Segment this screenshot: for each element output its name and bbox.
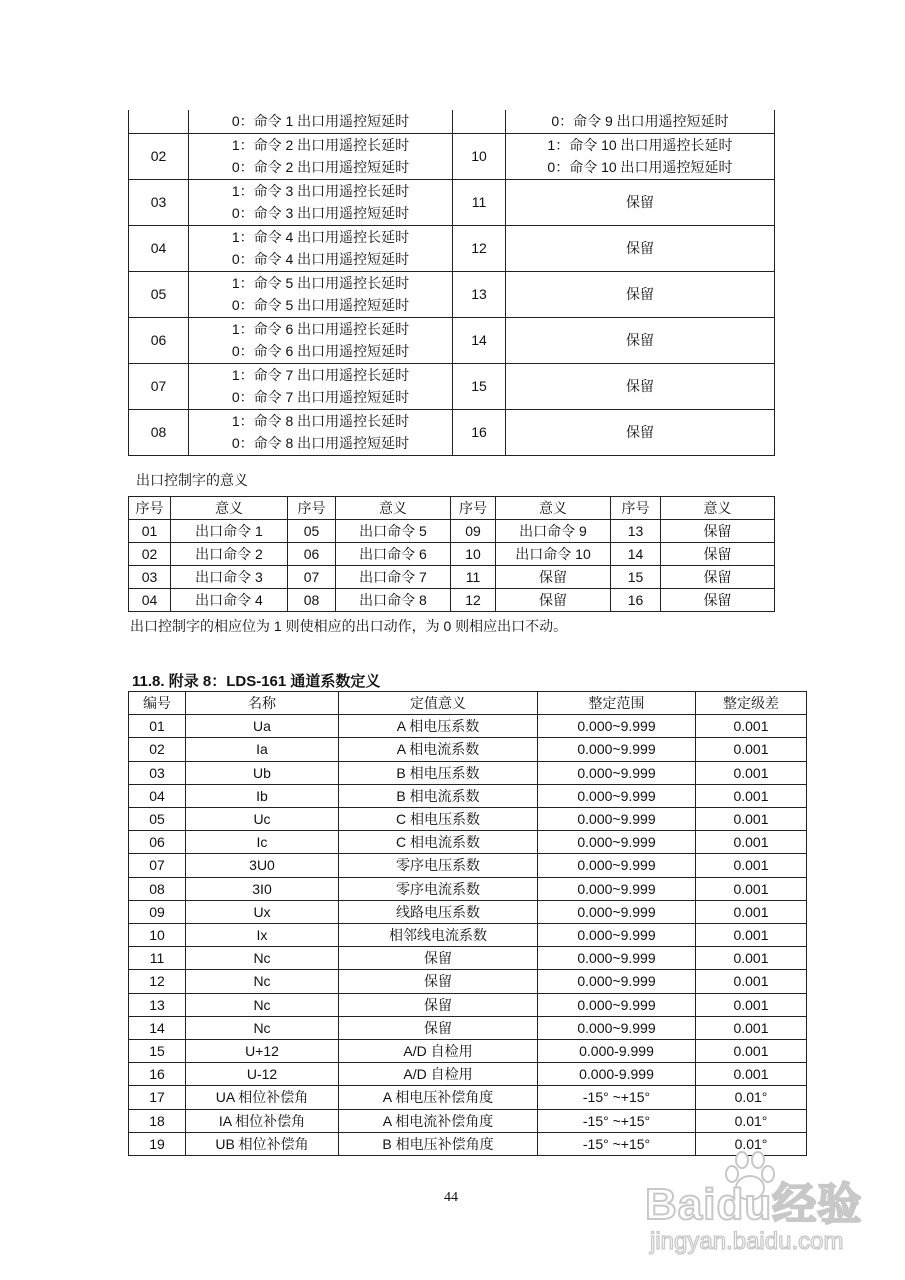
item-number: 19 — [129, 1132, 186, 1155]
description-line: 0：命令 6 出口用遥控短延时 — [231, 343, 410, 359]
item-number: 08 — [129, 877, 186, 900]
table-row — [129, 761, 807, 784]
right-description — [506, 225, 775, 271]
table-row — [129, 854, 807, 877]
setting-meaning: 线路电压系数 — [339, 900, 538, 923]
command-number: 04 — [129, 225, 189, 271]
item-number: 16 — [129, 1063, 186, 1086]
command-number: 03 — [129, 179, 189, 225]
command-number: 06 — [129, 317, 189, 363]
table-row — [129, 271, 775, 317]
description-line: 0：命令 7 出口用遥控短延时 — [231, 389, 410, 405]
right-description — [506, 363, 775, 409]
control-word-note: 出口控制字的相应位为 1 则使相应的出口动作，为 0 则相应出口不动。 — [130, 618, 568, 634]
setting-step: 0.001 — [696, 784, 807, 807]
command-number — [129, 110, 189, 133]
table-row — [129, 1040, 807, 1063]
table-row — [129, 1016, 807, 1039]
setting-step: 0.001 — [696, 1040, 807, 1063]
left-description — [189, 317, 453, 363]
setting-range: -15° ~+15° — [538, 1109, 696, 1132]
bit-meaning: 保留 — [661, 520, 775, 543]
command-number: 05 — [129, 271, 189, 317]
setting-meaning: A/D 自检用 — [339, 1040, 538, 1063]
item-number: 01 — [129, 715, 186, 738]
right-description — [506, 317, 775, 363]
column-header: 意义 — [661, 497, 775, 520]
bit-meaning: 出口命令 6 — [336, 543, 451, 566]
description-line: 1：命令 5 出口用遥控长延时 — [231, 274, 410, 291]
bit-number: 09 — [451, 520, 496, 543]
control-word-table — [128, 496, 775, 612]
item-number: 12 — [129, 970, 186, 993]
setting-range: -15° ~+15° — [538, 1086, 696, 1109]
setting-meaning: B 相电压补偿角度 — [339, 1132, 538, 1155]
setting-meaning: A/D 自检用 — [339, 1063, 538, 1086]
setting-step: 0.001 — [696, 1016, 807, 1039]
table-row — [129, 1086, 807, 1109]
setting-step: 0.001 — [696, 854, 807, 877]
setting-step: 0.001 — [696, 993, 807, 1016]
description-line: 保留 — [626, 285, 654, 302]
column-header: 定值意义 — [339, 692, 538, 715]
table-row — [129, 1063, 807, 1086]
right-description — [506, 110, 775, 133]
setting-range: 0.000~9.999 — [538, 761, 696, 784]
item-name: Nc — [186, 947, 339, 970]
item-name: Nc — [186, 970, 339, 993]
setting-step: 0.001 — [696, 808, 807, 831]
page-number: 44 — [444, 1190, 458, 1205]
description-line: 保留 — [626, 423, 654, 440]
table-row — [129, 784, 807, 807]
channel-coefficient-table — [128, 691, 807, 1156]
left-description — [189, 110, 453, 133]
bit-meaning: 保留 — [496, 589, 611, 612]
description-line: 1：命令 10 出口用遥控长延时 — [547, 136, 733, 153]
setting-range: 0.000~9.999 — [538, 784, 696, 807]
item-name: Ia — [186, 738, 339, 761]
watermark-url: jingyan.baidu.com — [650, 1228, 844, 1255]
table-row — [129, 133, 775, 179]
table-row — [129, 924, 807, 947]
setting-step: 0.01° — [696, 1132, 807, 1155]
setting-meaning: A 相电压补偿角度 — [339, 1086, 538, 1109]
header-row — [129, 692, 807, 715]
item-number: 05 — [129, 808, 186, 831]
table-row — [129, 409, 775, 455]
left-description — [189, 271, 453, 317]
watermark-brand: Baidu经验 — [645, 1180, 863, 1229]
command-number: 08 — [129, 409, 189, 455]
item-name: U-12 — [186, 1063, 339, 1086]
setting-step: 0.001 — [696, 900, 807, 923]
setting-meaning: 保留 — [339, 970, 538, 993]
item-number: 07 — [129, 854, 186, 877]
setting-step: 0.001 — [696, 1063, 807, 1086]
setting-range: -15° ~+15° — [538, 1132, 696, 1155]
table-row — [129, 110, 775, 133]
bit-number: 11 — [451, 566, 496, 589]
description-line: 保留 — [626, 193, 654, 210]
item-name: Nc — [186, 1016, 339, 1039]
table-row — [129, 831, 807, 854]
description-line: 1：命令 6 出口用遥控长延时 — [231, 320, 410, 337]
table-row — [129, 970, 807, 993]
setting-range: 0.000~9.999 — [538, 1016, 696, 1039]
item-number: 15 — [129, 1040, 186, 1063]
bit-meaning: 出口命令 4 — [171, 589, 288, 612]
setting-range: 0.000~9.999 — [538, 924, 696, 947]
description-line: 0：命令 1 出口用遥控短延时 — [231, 113, 410, 129]
item-name: Uc — [186, 808, 339, 831]
table-row — [129, 566, 775, 589]
setting-range: 0.000~9.999 — [538, 854, 696, 877]
setting-step: 0.001 — [696, 831, 807, 854]
item-number: 10 — [129, 924, 186, 947]
left-description — [189, 225, 453, 271]
item-number: 06 — [129, 831, 186, 854]
description-line: 0：命令 2 出口用遥控短延时 — [231, 159, 410, 175]
output-delay-table — [128, 110, 775, 456]
bit-number: 05 — [288, 520, 336, 543]
setting-range: 0.000-9.999 — [538, 1063, 696, 1086]
right-description — [506, 179, 775, 225]
setting-meaning: A 相电压系数 — [339, 715, 538, 738]
command-number: 14 — [453, 317, 506, 363]
bit-number: 08 — [288, 589, 336, 612]
item-name: UA 相位补偿角 — [186, 1086, 339, 1109]
table-row — [129, 363, 775, 409]
setting-step: 0.001 — [696, 738, 807, 761]
command-number: 13 — [453, 271, 506, 317]
setting-step: 0.001 — [696, 947, 807, 970]
setting-step: 0.01° — [696, 1109, 807, 1132]
description-line: 0：命令 9 出口用遥控短延时 — [551, 113, 729, 129]
column-header: 意义 — [496, 497, 611, 520]
column-header: 名称 — [186, 692, 339, 715]
setting-range: 0.000~9.999 — [538, 947, 696, 970]
table-row — [129, 808, 807, 831]
item-name: Ic — [186, 831, 339, 854]
setting-range: 0.000~9.999 — [538, 993, 696, 1016]
right-description — [506, 409, 775, 455]
item-number: 14 — [129, 1016, 186, 1039]
item-name: Ua — [186, 715, 339, 738]
description-line: 保留 — [626, 331, 654, 348]
table-row — [129, 738, 807, 761]
description-line: 1：命令 2 出口用遥控长延时 — [231, 136, 410, 153]
bit-meaning: 保留 — [661, 566, 775, 589]
command-number: 02 — [129, 133, 189, 179]
description-line: 1：命令 7 出口用遥控长延时 — [231, 366, 410, 383]
description-line: 0：命令 4 出口用遥控短延时 — [231, 251, 410, 267]
command-number: 12 — [453, 225, 506, 271]
command-number: 15 — [453, 363, 506, 409]
command-number: 11 — [453, 179, 506, 225]
bit-number: 12 — [451, 589, 496, 612]
description-line: 0：命令 3 出口用遥控短延时 — [231, 205, 410, 221]
description-line: 保留 — [626, 239, 654, 256]
setting-meaning: C 相电流系数 — [339, 831, 538, 854]
bit-meaning: 出口命令 10 — [496, 543, 611, 566]
bit-meaning: 出口命令 8 — [336, 589, 451, 612]
setting-step: 0.01° — [696, 1086, 807, 1109]
setting-range: 0.000~9.999 — [538, 738, 696, 761]
setting-meaning: B 相电压系数 — [339, 761, 538, 784]
column-header: 整定级差 — [696, 692, 807, 715]
command-number — [453, 110, 506, 133]
description-line: 保留 — [626, 377, 654, 394]
command-number: 10 — [453, 133, 506, 179]
table-row — [129, 877, 807, 900]
control-word-caption: 出口控制字的意义 — [136, 472, 248, 488]
bit-number: 10 — [451, 543, 496, 566]
section-heading: 11.8. 附录 8：LDS-161 通道系数定义 — [132, 673, 381, 690]
description-line: 0：命令 10 出口用遥控短延时 — [547, 159, 733, 175]
column-header: 序号 — [288, 497, 336, 520]
setting-step: 0.001 — [696, 761, 807, 784]
bit-meaning: 保留 — [661, 589, 775, 612]
item-name: Ix — [186, 924, 339, 947]
setting-meaning: 保留 — [339, 947, 538, 970]
item-name: 3U0 — [186, 854, 339, 877]
column-header: 序号 — [129, 497, 171, 520]
table-row — [129, 225, 775, 271]
left-description — [189, 133, 453, 179]
bit-meaning: 出口命令 1 — [171, 520, 288, 543]
item-number: 11 — [129, 947, 186, 970]
column-header: 整定范围 — [538, 692, 696, 715]
table-row — [129, 947, 807, 970]
setting-meaning: 零序电压系数 — [339, 854, 538, 877]
setting-meaning: 保留 — [339, 1016, 538, 1039]
table-row — [129, 715, 807, 738]
left-description — [189, 179, 453, 225]
item-number: 18 — [129, 1109, 186, 1132]
bit-number: 02 — [129, 543, 171, 566]
setting-step: 0.001 — [696, 715, 807, 738]
bit-number: 14 — [611, 543, 661, 566]
command-number: 07 — [129, 363, 189, 409]
bit-meaning: 出口命令 9 — [496, 520, 611, 543]
description-line: 1：命令 8 出口用遥控长延时 — [231, 412, 410, 429]
table-row — [129, 520, 775, 543]
bit-number: 01 — [129, 520, 171, 543]
item-name: UB 相位补偿角 — [186, 1132, 339, 1155]
right-description — [506, 133, 775, 179]
item-number: 09 — [129, 900, 186, 923]
table-row — [129, 900, 807, 923]
column-header: 序号 — [611, 497, 661, 520]
setting-range: 0.000~9.999 — [538, 831, 696, 854]
setting-step: 0.001 — [696, 877, 807, 900]
setting-range: 0.000~9.999 — [538, 900, 696, 923]
setting-range: 0.000-9.999 — [538, 1040, 696, 1063]
setting-meaning: 零序电流系数 — [339, 877, 538, 900]
bit-meaning: 保留 — [661, 543, 775, 566]
column-header: 意义 — [171, 497, 288, 520]
column-header: 意义 — [336, 497, 451, 520]
setting-meaning: 保留 — [339, 993, 538, 1016]
left-description — [189, 409, 453, 455]
setting-meaning: A 相电流系数 — [339, 738, 538, 761]
bit-number: 13 — [611, 520, 661, 543]
bit-meaning: 出口命令 2 — [171, 543, 288, 566]
item-name: Ub — [186, 761, 339, 784]
column-header: 序号 — [451, 497, 496, 520]
description-line: 0：命令 8 出口用遥控短延时 — [231, 435, 410, 451]
bit-meaning: 保留 — [496, 566, 611, 589]
bit-number: 04 — [129, 589, 171, 612]
setting-step: 0.001 — [696, 924, 807, 947]
setting-meaning: C 相电压系数 — [339, 808, 538, 831]
bit-number: 03 — [129, 566, 171, 589]
bit-number: 15 — [611, 566, 661, 589]
column-header: 编号 — [129, 692, 186, 715]
right-description — [506, 271, 775, 317]
bit-meaning: 出口命令 7 — [336, 566, 451, 589]
bit-meaning: 出口命令 5 — [336, 520, 451, 543]
header-row — [129, 497, 775, 520]
table-row — [129, 589, 775, 612]
item-number: 17 — [129, 1086, 186, 1109]
item-number: 02 — [129, 738, 186, 761]
item-name: Ux — [186, 900, 339, 923]
table-row — [129, 317, 775, 363]
description-line: 1：命令 3 出口用遥控长延时 — [231, 182, 410, 199]
item-name: Nc — [186, 993, 339, 1016]
left-description — [189, 363, 453, 409]
baidu-jingyan-watermark — [640, 1150, 870, 1260]
setting-range: 0.000~9.999 — [538, 715, 696, 738]
bit-number: 06 — [288, 543, 336, 566]
setting-meaning: 相邻线电流系数 — [339, 924, 538, 947]
setting-meaning: A 相电流补偿角度 — [339, 1109, 538, 1132]
bit-meaning: 出口命令 3 — [171, 566, 288, 589]
item-number: 03 — [129, 761, 186, 784]
setting-range: 0.000~9.999 — [538, 970, 696, 993]
item-number: 04 — [129, 784, 186, 807]
setting-range: 0.000~9.999 — [538, 808, 696, 831]
item-name: IA 相位补偿角 — [186, 1109, 339, 1132]
bit-number: 16 — [611, 589, 661, 612]
setting-meaning: B 相电流系数 — [339, 784, 538, 807]
table-row — [129, 1109, 807, 1132]
table-row — [129, 179, 775, 225]
description-line: 1：命令 4 出口用遥控长延时 — [231, 228, 410, 245]
command-number: 16 — [453, 409, 506, 455]
setting-range: 0.000~9.999 — [538, 877, 696, 900]
item-number: 13 — [129, 993, 186, 1016]
item-name: Ib — [186, 784, 339, 807]
description-line: 0：命令 5 出口用遥控短延时 — [231, 297, 410, 313]
setting-step: 0.001 — [696, 970, 807, 993]
table-row — [129, 993, 807, 1016]
bit-number: 07 — [288, 566, 336, 589]
item-name: 3I0 — [186, 877, 339, 900]
item-name: U+12 — [186, 1040, 339, 1063]
table-row — [129, 543, 775, 566]
